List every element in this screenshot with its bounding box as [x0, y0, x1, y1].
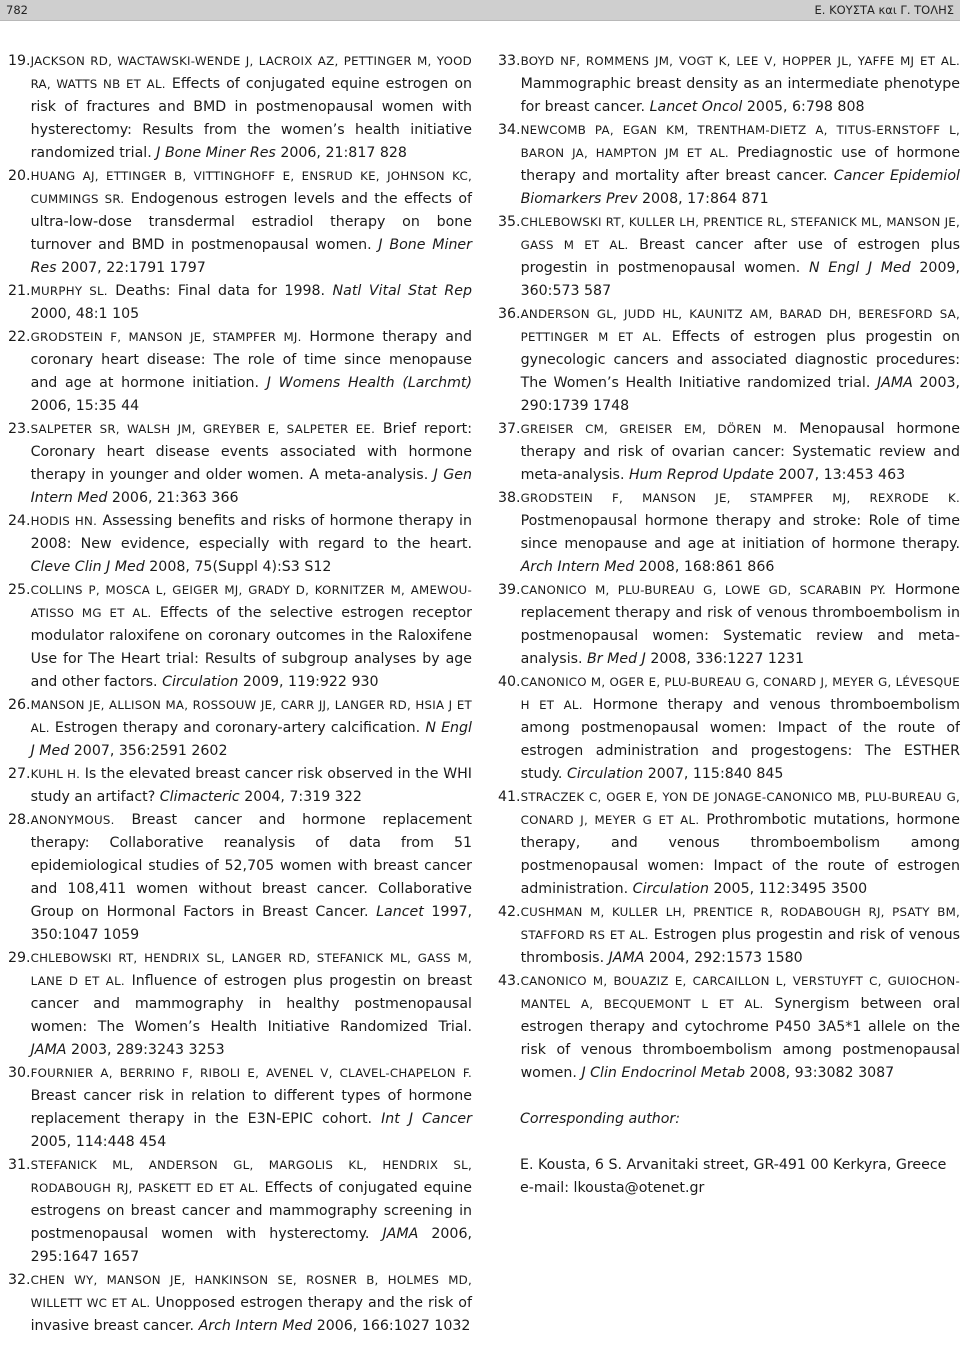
reference-item: [8, 280, 472, 326]
reference-authors: BOYD NF, ROMMENS JM, VOGT K, LEE V, HOPPER JL, YAFFE MJ ET AL.: [520, 54, 960, 68]
reference-number: 23.: [8, 421, 31, 437]
reference-body: [31, 809, 472, 947]
reference-authors: GRODSTEIN F, MANSON JE, STAMPFER MJ.: [30, 330, 302, 344]
reference-number: 41.: [498, 789, 521, 805]
reference-body: [521, 970, 960, 1085]
reference-title: Estrogen therapy and coronary-artery calcification.: [54, 720, 421, 736]
reference-details: 2000, 48:1 105: [30, 306, 140, 322]
reference-item: [8, 1269, 472, 1338]
reference-body: [521, 487, 960, 579]
reference-body: [521, 211, 960, 303]
reference-body: [31, 947, 472, 1062]
reference-details: 2007, 22:1791 1797: [61, 260, 206, 276]
reference-title: Brief report: Coronary heart disease events associated with hormone therapy in younger and older women. A meta-analysis.: [30, 421, 472, 483]
reference-body: [31, 1154, 472, 1269]
reference-title: Hormone replacement therapy and risk of venous thromboembolism in postmenopausal women: Systematic review and meta-analysis.: [520, 582, 960, 667]
reference-journal: J Bone Miner Res: [156, 145, 276, 161]
reference-details: 2009, 360:573 587: [520, 260, 960, 299]
reference-title: Postmenopausal hormone therapy and stroke: Role of time since menopause and age at initiation of hormone therapy.: [520, 513, 960, 552]
corresponding-author-block: [520, 1108, 960, 1200]
reference-title: Influence of estrogen plus progestin on breast cancer and mammography in healthy postmenopausal women: The Women’s Health Initiative Randomized Trial.: [30, 973, 473, 1035]
reference-title: Unopposed estrogen therapy and the risk of invasive breast cancer.: [30, 1295, 472, 1334]
reference-number: 21.: [8, 283, 31, 299]
reference-body: [31, 1269, 472, 1338]
reference-body: [31, 579, 472, 694]
reference-details: 2003, 290:1739 1748: [520, 375, 960, 414]
reference-journal: JAMA: [876, 375, 913, 391]
reference-details: 2004, 7:319 322: [244, 789, 362, 805]
reference-authors: ANDERSON GL, JUDD HL, KAUNITZ AM, BARAD DH, BERESFORD SA, PETTINGER M ET AL.: [520, 307, 960, 344]
reference-authors: MURPHY SL.: [30, 284, 108, 298]
corresponding-author-email: e-mail: lkousta@otenet.gr: [520, 1180, 705, 1196]
reference-number: 27.: [8, 766, 31, 782]
reference-body: [521, 671, 960, 786]
reference-authors: HODIS HN.: [30, 514, 98, 528]
reference-item: [498, 901, 960, 970]
reference-details: 2008, 17:864 871: [642, 191, 769, 207]
reference-body: [521, 579, 960, 671]
reference-item: [8, 763, 472, 809]
reference-title: Breast cancer and hormone replacement therapy: Collaborative reanalysis of data from 51 epidemiological studies of 52,705 women with breast cancer and 108,411 women without breast cancer. Collaborative Group on Hormonal Factors in Breast Cancer.: [30, 812, 472, 920]
reference-body: [31, 1062, 472, 1154]
reference-details: 2008, 93:3082 3087: [749, 1065, 895, 1081]
reference-journal: JAMA: [30, 1042, 67, 1058]
reference-body: [521, 786, 960, 901]
reference-body: [521, 303, 960, 418]
reference-details: 2006, 21:817 828: [280, 145, 407, 161]
corresponding-author-title: Corresponding author:: [520, 1111, 681, 1127]
reference-number: 42.: [498, 904, 521, 920]
reference-title: Menopausal hormone therapy and risk of ovarian cancer: Systematic review and meta-analysis.: [520, 421, 960, 483]
reference-body: [31, 326, 472, 418]
reference-authors: FOURNIER A, BERRINO F, RIBOLI E, AVENEL V, CLAVEL-CHAPELON F.: [30, 1066, 472, 1080]
reference-journal: Lancet: [376, 904, 424, 920]
reference-item: [498, 303, 960, 418]
reference-journal: Natl Vital Stat Rep: [332, 283, 473, 299]
reference-number: 24.: [8, 513, 31, 529]
reference-title: Synergism between oral estrogen therapy and cytochrome P450 3A5*1 allele on the risk of venous thromboembolism among postmenopausal women.: [520, 996, 960, 1081]
reference-journal: J Clin Endocrinol Metab: [581, 1065, 745, 1081]
reference-body: [521, 119, 960, 211]
reference-body: [521, 418, 960, 487]
reference-details: 2006, 166:1027 1032: [316, 1318, 471, 1334]
reference-authors: SALPETER SR, WALSH JM, GREYBER E, SALPETER EE.: [30, 422, 376, 436]
running-head: Ε. ΚΟΥΣΤΑ και Γ. ΤΟΛΗΣ: [814, 3, 954, 17]
reference-details: 2007, 115:840 845: [647, 766, 784, 782]
reference-journal: Cancer Epidemiol Biomarkers Prev: [520, 168, 960, 207]
page-number: 782: [6, 3, 28, 17]
reference-item: [8, 1062, 472, 1154]
reference-number: 34.: [498, 122, 521, 138]
reference-item: [8, 326, 472, 418]
reference-authors: ANONYMOUS.: [30, 813, 115, 827]
reference-number: 40.: [498, 674, 521, 690]
reference-number: 29.: [8, 950, 31, 966]
reference-title: Effects of conjugated equine estrogen on risk of fractures and BMD in postmenopausal women with hysterectomy: Results from the women’s health initiative randomized trial.: [30, 76, 473, 161]
reference-details: 2006, 295:1647 1657: [30, 1226, 472, 1265]
reference-journal: N Engl J Med: [808, 260, 911, 276]
reference-journal: Hum Reprod Update: [628, 467, 774, 483]
reference-body: [31, 694, 472, 763]
reference-number: 22.: [8, 329, 31, 345]
reference-authors: NEWCOMB PA, EGAN KM, TRENTHAM-DIETZ A, TITUS-ERNSTOFF L, BARON JA, HAMPTON JM ET AL.: [520, 123, 960, 160]
reference-body: [31, 280, 472, 326]
reference-number: 25.: [8, 582, 31, 598]
reference-item: [8, 418, 472, 510]
reference-item: [498, 418, 960, 487]
reference-title: Effects of conjugated equine estrogens on breast cancer and mammography screening in postmenopausal women with hysterectomy.: [30, 1180, 472, 1242]
reference-title: Deaths: Final data for 1998.: [115, 283, 326, 299]
reference-details: 2007, 13:453 463: [778, 467, 906, 483]
reference-body: [521, 901, 960, 970]
reference-item: [498, 970, 960, 1085]
reference-number: 38.: [498, 490, 521, 506]
reference-item: [8, 579, 472, 694]
reference-item: [498, 579, 960, 671]
reference-number: 33.: [498, 53, 521, 69]
reference-authors: CHLEBOWSKI RT, KULLER LH, PRENTICE RL, STEFANICK ML, MANSON JE, GASS M ET AL.: [520, 215, 960, 252]
reference-authors: GREISER CM, GREISER EM, DÖREN M.: [520, 422, 788, 436]
reference-journal: Int J Cancer: [381, 1111, 472, 1127]
reference-body: [521, 50, 960, 119]
reference-body: [31, 165, 472, 280]
reference-number: 30.: [8, 1065, 31, 1081]
reference-item: [8, 947, 472, 1062]
reference-details: 2005, 6:798 808: [746, 99, 865, 115]
reference-body: [31, 418, 472, 510]
reference-details: 2003, 289:3243 3253: [70, 1042, 225, 1058]
reference-details: 2008, 75(Suppl 4):S3 S12: [149, 559, 332, 575]
reference-details: 2006, 21:363 366: [111, 490, 239, 506]
reference-authors: COLLINS P, MOSCA L, GEIGER MJ, GRADY D, KORNITZER M, AMEWOU-ATISSO MG ET AL.: [30, 583, 472, 620]
reference-number: 28.: [8, 812, 31, 828]
reference-item: [498, 211, 960, 303]
reference-title: Effects of estrogen plus progestin on gynecologic cancers and associated diagnostic procedures: The Women’s Health Initiative randomized trial.: [520, 329, 960, 391]
reference-authors: HUANG AJ, ETTINGER B, VITTINGHOFF E, ENSRUD KE, JOHNSON KC, CUMMINGS SR.: [30, 169, 472, 206]
reference-item: [8, 165, 472, 280]
reference-item: [498, 487, 960, 579]
reference-details: 2005, 112:3495 3500: [713, 881, 868, 897]
reference-details: 2005, 114:448 454: [30, 1134, 167, 1150]
reference-journal: J Gen Intern Med: [30, 467, 472, 506]
reference-journal: Circulation: [162, 674, 239, 690]
reference-authors: CANONICO M, OGER E, PLU-BUREAU G, CONARD J, MEYER G, LÉVESQUE H ET AL.: [520, 675, 960, 712]
reference-authors: STRACZEK C, OGER E, YON DE JONAGE-CANONICO MB, PLU-BUREAU G, CONARD J, MEYER G ET AL.: [520, 790, 960, 827]
reference-title: Effects of the selective estrogen receptor modulator raloxifene on coronary outcomes in the Raloxifene Use for The Heart trial: Results of subgroup analyses by age and other factors.: [30, 605, 472, 690]
reference-authors: JACKSON RD, WACTAWSKI-WENDE J, LACROIX AZ, PETTINGER M, YOOD RA, WATTS NB ET AL.: [30, 54, 472, 91]
reference-number: 26.: [8, 697, 31, 713]
reference-details: 2008, 336:1227 1231: [650, 651, 805, 667]
right-column: [498, 50, 960, 1200]
reference-item: [498, 671, 960, 786]
reference-authors: CANONICO M, PLU-BUREAU G, LOWE GD, SCARABIN PY.: [520, 583, 887, 597]
reference-journal: JAMA: [608, 950, 645, 966]
page-header: [0, 0, 960, 21]
reference-number: 36.: [498, 306, 521, 322]
left-column: [8, 50, 472, 1338]
reference-authors: STEFANICK ML, ANDERSON GL, MARGOLIS KL, HENDRIX SL, RODABOUGH RJ, PASKETT ED ET AL.: [30, 1158, 472, 1195]
reference-title: Estrogen plus progestin and risk of venous thrombosis.: [520, 927, 960, 966]
reference-authors: CANONICO M, BOUAZIZ E, CARCAILLON L, VERSTUYFT C, GUIOCHON-MANTEL A, BECQUEMONT L ET AL.: [520, 974, 960, 1011]
reference-item: [8, 809, 472, 947]
reference-body: [31, 510, 472, 579]
reference-journal: Arch Intern Med: [198, 1318, 313, 1334]
reference-title: Breast cancer risk in relation to different types of hormone replacement therapy in the E3N-EPIC cohort.: [30, 1088, 472, 1127]
reference-item: [8, 1154, 472, 1269]
reference-title: Breast cancer after use of estrogen plus progestin in postmenopausal women.: [520, 237, 960, 276]
reference-title: Prothrombotic mutations, hormone therapy, and venous thromboembolism among postmenopausal women: Impact of the route of estrogen administration.: [520, 812, 960, 897]
reference-item: [498, 786, 960, 901]
reference-title: Hormone therapy and venous thromboembolism among postmenopausal women: Impact of the route of estrogen administration and progestogens: The ESTHER study.: [520, 697, 960, 782]
reference-journal: Br Med J: [587, 651, 646, 667]
reference-journal: Circulation: [566, 766, 644, 782]
reference-authors: KUHL H.: [30, 767, 81, 781]
reference-authors: CHEN WY, MANSON JE, HANKINSON SE, ROSNER B, HOLMES MD, WILLETT WC ET AL.: [30, 1273, 472, 1310]
reference-number: 39.: [498, 582, 521, 598]
reference-journal: Arch Intern Med: [520, 559, 635, 575]
reference-item: [8, 50, 472, 165]
reference-title: Is the elevated breast cancer risk observed in the WHI study an artifact?: [30, 766, 472, 805]
reference-details: 2007, 356:2591 2602: [73, 743, 228, 759]
reference-authors: CHLEBOWSKI RT, HENDRIX SL, LANGER RD, STEFANICK ML, GASS M, LANE D ET AL.: [30, 951, 472, 988]
reference-journal: Lancet Oncol: [649, 99, 743, 115]
reference-journal: Climacteric: [159, 789, 240, 805]
reference-item: [498, 119, 960, 211]
reference-number: 19.: [8, 53, 31, 69]
reference-journal: JAMA: [382, 1226, 419, 1242]
reference-authors: CUSHMAN M, KULLER LH, PRENTICE R, RODABOUGH RJ, PSATY BM, STAFFORD RS ET AL.: [520, 905, 960, 942]
reference-details: 2004, 292:1573 1580: [648, 950, 803, 966]
reference-number: 31.: [8, 1157, 31, 1173]
reference-title: Assessing benefits and risks of hormone therapy in 2008: New evidence, especially with regard to the heart.: [30, 513, 472, 552]
reference-body: [31, 50, 472, 165]
reference-title: Mammographic breast density as an intermediate phenotype for breast cancer.: [520, 76, 960, 115]
reference-journal: J Bone Miner Res: [30, 237, 472, 276]
reference-number: 20.: [8, 168, 31, 184]
right-reference-list: [498, 50, 960, 1085]
reference-journal: Cleve Clin J Med: [30, 559, 145, 575]
reference-details: 1997, 350:1047 1059: [30, 904, 473, 943]
reference-item: [498, 50, 960, 119]
reference-body: [31, 763, 472, 809]
reference-number: 37.: [498, 421, 521, 437]
reference-details: 2008, 168:861 866: [638, 559, 775, 575]
reference-details: 2009, 119:922 930: [242, 674, 379, 690]
reference-authors: MANSON JE, ALLISON MA, ROSSOUW JE, CARR JJ, LANGER RD, HSIA J ET AL.: [30, 698, 472, 735]
reference-title: Endogenous estrogen levels and the effects of ultra-low-dose transdermal estradiol therapy on bone turnover and BMD in postmenopausal women.: [30, 191, 472, 253]
reference-details: 2006, 15:35 44: [30, 398, 140, 414]
reference-number: 43.: [498, 973, 521, 989]
reference-item: [8, 694, 472, 763]
reference-journal: Circulation: [632, 881, 709, 897]
corresponding-author-address: E. Kousta, 6 S. Arvanitaki street, GR-491 00 Kerkyra, Greece: [520, 1157, 947, 1173]
reference-authors: GRODSTEIN F, MANSON JE, STAMPFER MJ, REXRODE K.: [520, 491, 960, 505]
reference-journal: N Engl J Med: [30, 720, 472, 759]
reference-title: Hormone therapy and coronary heart disease: The role of time since menopause and age at hormone initiation.: [30, 329, 472, 391]
reference-journal: J Womens Health (Larchmt): [266, 375, 472, 391]
reference-number: 32.: [8, 1272, 31, 1288]
reference-title: Prediagnostic use of hormone therapy and mortality after breast cancer.: [520, 145, 960, 184]
reference-item: [8, 510, 472, 579]
reference-number: 35.: [498, 214, 521, 230]
